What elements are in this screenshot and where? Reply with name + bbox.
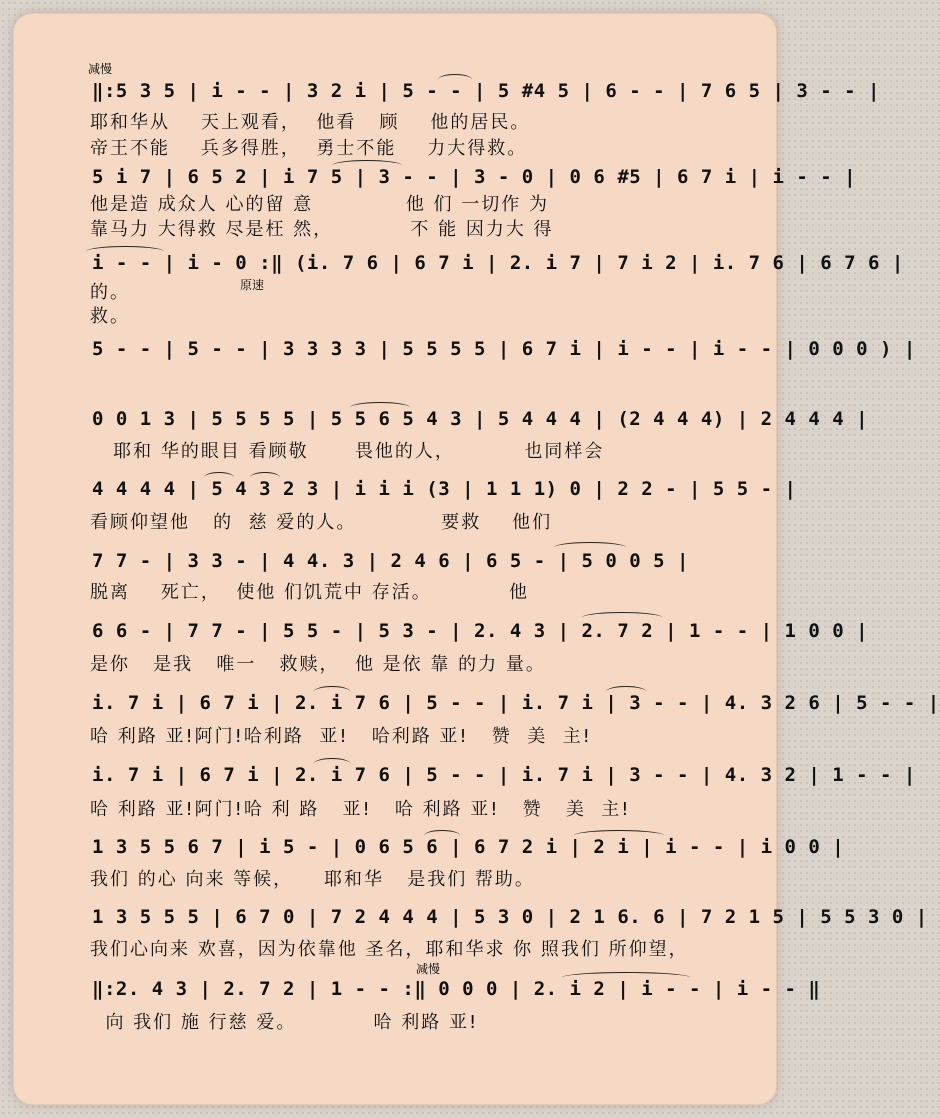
lyric-line-2b: 靠马力 大得救 尽是枉 然， 不 能 因力大 得 <box>90 219 554 240</box>
lyric-line-12: 我们心向来 欢喜，因为依靠他 圣名，耶和华求 你 照我们 所仰望， <box>90 939 689 960</box>
lyric-line-7: 脱离 死亡， 使他 们饥荒中 存活。 他 <box>90 582 529 603</box>
slur-mark <box>350 402 410 413</box>
lyric-line-10: 哈 利路 亚!阿门!哈 利 路 亚! 哈 利路 亚! 赞 美 主! <box>90 799 631 820</box>
notation-line-7: 7 7 - | 3 3 - | 4 4. 3 | 2 4 6 | 6 5 - | 5 0 0 5 | <box>92 550 689 572</box>
slur-mark <box>250 472 280 483</box>
slur-mark <box>582 612 662 623</box>
slur-mark <box>332 160 402 171</box>
slur-mark <box>314 686 350 697</box>
slur-mark <box>554 542 626 553</box>
lyric-line-2a: 他是造 成众人 心的留 意 他 们 一切作 为 <box>90 194 549 215</box>
notation-line-6: 4 4 4 4 | 5 4 3 2 3 | i i i (3 | 1 1 1) 0 | 2 2 - | 5 5 - | <box>92 478 797 500</box>
tempo-mark-original: 原速 <box>240 278 265 292</box>
notation-line-12: 1 3 5 5 5 | 6 7 0 | 7 2 4 4 4 | 5 3 0 | 2 1 6. 6 | 7 2 1 5 | 5 5 3 0 | <box>92 906 928 928</box>
lyric-line-6: 看顾仰望他 的 慈 爱的人。 要救 他们 <box>90 512 553 533</box>
notation-line-1: ‖:5 3 5 | i - - | 3 2 i | 5 - - | 5 #4 5 | 6 - - | 7 6 5 | 3 - - | <box>92 80 880 102</box>
slur-mark <box>574 830 664 841</box>
lyric-line-1b: 帝王不能 兵多得胜， 勇士不能 力大得救。 <box>90 138 528 159</box>
notation-line-2: 5 i 7 | 6 5 2 | i 7 5 | 3 - - | 3 - 0 | 0 6 #5 | 6 7 i | i - - | <box>92 166 857 188</box>
slur-mark <box>314 758 350 769</box>
tempo-mark-slow-2: 减慢 <box>416 962 441 976</box>
tempo-mark-slow-1: 减慢 <box>88 62 113 76</box>
notation-line-13: ‖:2. 4 3 | 2. 7 2 | 1 - - :‖ 0 0 0 | 2. i 2 | i - - | i - - ‖ <box>92 978 821 1000</box>
lyric-line-9: 哈 利路 亚!阿门!哈利路 亚! 哈利路 亚! 赞 美 主! <box>90 726 592 747</box>
lyric-line-8: 是你 是我 唯一 救赎， 他 是依 靠 的力 量。 <box>90 654 546 675</box>
notation-line-5: 0 0 1 3 | 5 5 5 5 | 5 5 6 5 4 3 | 5 4 4 4 | (2 4 4 4) | 2 4 4 4 | <box>92 408 869 430</box>
lyric-line-3a: 的。 <box>90 282 130 303</box>
slur-mark <box>606 686 646 697</box>
notation-line-9: i. 7 i | 6 7 i | 2. i 7 6 | 5 - - | i. 7 i | 3 - - | 4. 3 2 6 | 5 - - | <box>92 692 940 714</box>
slur-mark <box>86 246 164 257</box>
slur-mark <box>424 830 460 841</box>
slur-mark <box>438 74 472 85</box>
lyric-line-3b: 救。 <box>90 306 130 327</box>
notation-line-3: i - - | i - 0 :‖ (i. 7 6 | 6 7 i | 2. i 7 | 7 i 2 | i. 7 6 | 6 7 6 | <box>92 252 904 274</box>
notation-line-8: 6 6 - | 7 7 - | 5 5 - | 5 3 - | 2. 4 3 | 2. 7 2 | 1 - - | 1 0 0 | <box>92 620 869 642</box>
score-sheet <box>14 14 940 1104</box>
lyric-line-1a: 耶和华从 天上观看， 他看 顾 他的居民。 <box>90 112 531 133</box>
slur-mark <box>204 472 234 483</box>
slur-mark <box>562 972 690 983</box>
notation-line-4: 5 - - | 5 - - | 3 3 3 3 | 5 5 5 5 | 6 7 i | i - - | i - - | 0 0 0 ) | <box>92 338 916 360</box>
lyric-line-13: 向 我们 施 行慈 爱。 哈 利路 亚! <box>90 1012 479 1033</box>
notation-line-10: i. 7 i | 6 7 i | 2. i 7 6 | 5 - - | i. 7 i | 3 - - | 4. 3 2 | 1 - - | <box>92 764 916 786</box>
lyric-line-11: 我们 的心 向来 等候， 耶和华 是我们 帮助。 <box>90 869 535 890</box>
notation-line-11: 1 3 5 5 6 7 | i 5 - | 0 6 5 6 | 6 7 2 i | 2 i | i - - | i 0 0 | <box>92 836 845 858</box>
lyric-line-5: 耶和 华的眼目 看顾敬 畏他的人， 也同样会 <box>90 441 605 462</box>
